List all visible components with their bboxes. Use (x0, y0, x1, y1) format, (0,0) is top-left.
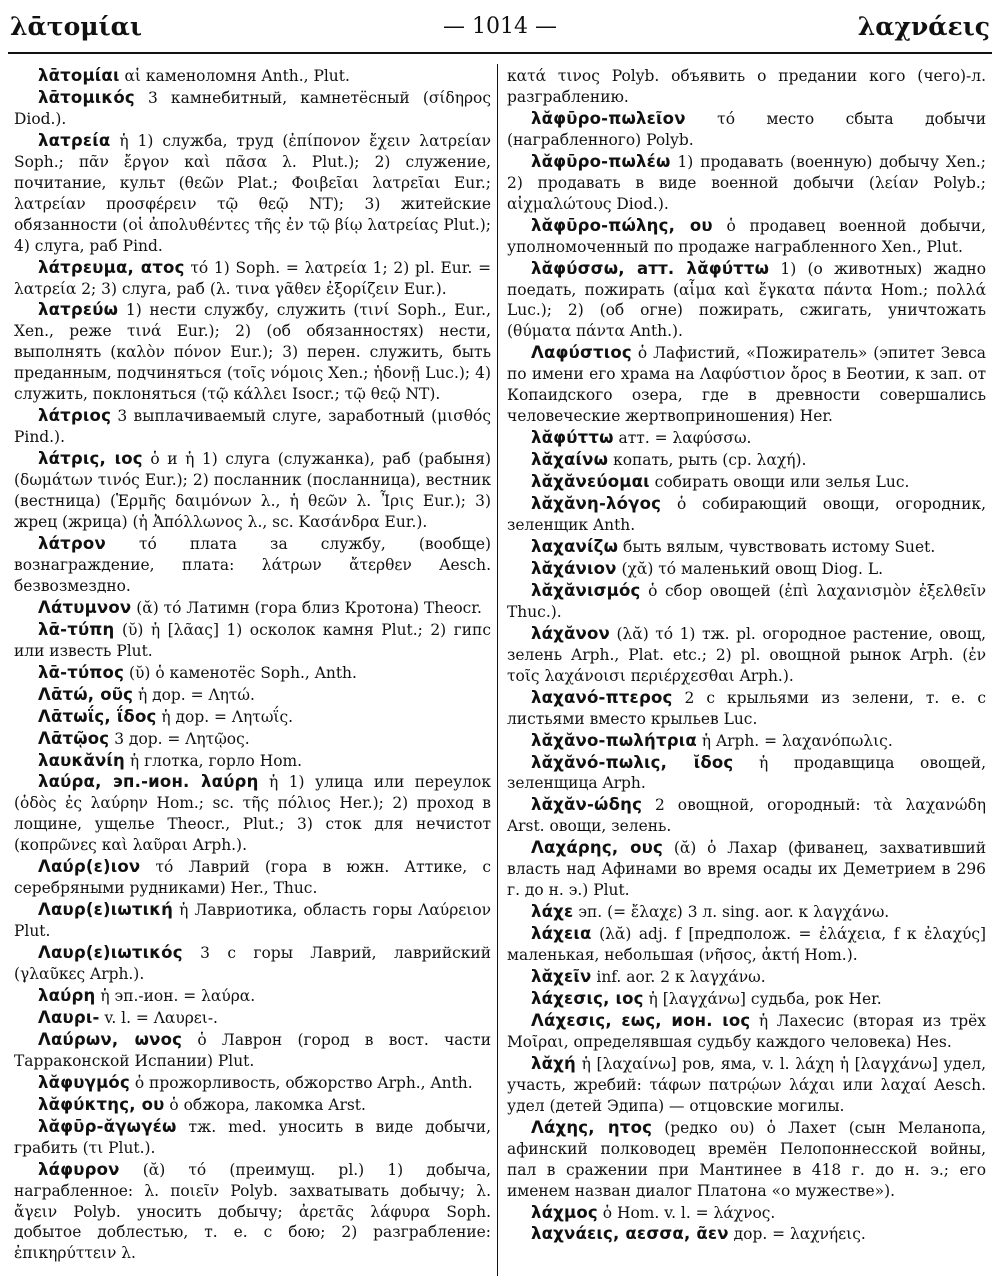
entry-definition: (ῠ) ἡ [λᾶας] 1) осколок камня Plut.; 2) гипс или известь Plut. (14, 620, 491, 660)
entry-headword: Λαύρων, ωνος (38, 1029, 183, 1049)
dictionary-entry (14, 986, 491, 1007)
dictionary-entry (14, 534, 491, 597)
dictionary-entry (14, 300, 491, 405)
entry-headword: λάχεια (531, 924, 592, 944)
dictionary-entry (14, 449, 491, 533)
entry-headword: λᾰχᾰνό-πωλις, ῐδος (531, 752, 734, 772)
entry-headword: λάτριος (38, 406, 112, 426)
entry-definition: 1) продавать (военную) добычу Xen.; 2) продавать в виде военной добычи (λείαν Polyb.; αἰχμαλώτους Diod.). (507, 152, 986, 213)
entry-headword: λᾰχαίνω (531, 450, 609, 470)
dictionary-entry (507, 66, 986, 108)
dictionary-entry (507, 624, 986, 687)
entry-headword: λᾰφῡρ-ᾰγωγέω (38, 1116, 177, 1136)
entry-definition: τό 1) Soph. = λατρεία 1; 2) pl. Eur. = λατρεία 2; 3) слуга, раб (λ. τινα γᾶθεν ἐξορίζειν Eur.). (14, 258, 492, 298)
running-header (10, 12, 990, 46)
entry-headword: λᾰφῡρο-πωλεῖον (531, 108, 686, 128)
entry-definition: ἡ Arph. = λαχανόπωλις. (696, 731, 893, 750)
dictionary-entry (14, 1117, 491, 1159)
entry-headword: Λᾱτώ, οῦς (38, 684, 134, 704)
entry-headword: λᾰχᾰνη-λόγος (531, 494, 662, 514)
entry-headword: λᾰφύττω (531, 428, 614, 448)
dictionary-entry (14, 943, 491, 985)
dictionary-entry (507, 581, 986, 623)
dictionary-entry (507, 1118, 986, 1202)
dictionary-entry (507, 1203, 986, 1224)
entry-definition: ἡ продавщица овощей, зеленщица Arph. (507, 753, 987, 793)
entry-headword: λᾱτομίαι (38, 66, 120, 85)
entry-headword: λαύρη (38, 985, 96, 1005)
dictionary-entry (507, 559, 986, 580)
entry-headword: Λάτυμνον (38, 597, 132, 617)
entry-headword: λᾰχή (531, 1053, 576, 1073)
entry-headword: λᾰφῡρο-πωλέω (531, 151, 671, 171)
entry-definition: атт. = λαφύσσω. (613, 429, 752, 448)
entry-headword: λάτρις, ιος (38, 449, 143, 469)
dictionary-entry (14, 406, 491, 448)
entry-definition: 2 овощной, огородный: τὰ λαχανώδη Arst. овощи, зелень. (507, 796, 986, 836)
entry-definition: 2 с крыльями из зелени, т. е. с листьями вместо крыльев Luc. (507, 688, 986, 728)
entry-headword: Λαυρ(ε)ιωτικός (38, 943, 183, 963)
entry-definition: ἡ 1) улица или переулок (ὁδὸς ἐς λαύρην Hom.; sc. τῆς πόλιος Her.); 2) проход в лощине, ущелье Theocr., Plut.; 3) сток для нечистот (κοπρῶνες καὶ λαῦραι Arph.). (14, 773, 491, 855)
entry-definition: ἡ глотка, горло Hom. (125, 751, 303, 770)
entry-definition: ὁ и ἡ 1) слуга (служанка), раб (рабыня) (δωμάτων τινός Eur.); 2) посланник (посланница), вестник (вестница) (Ἑρμῆς δαιμόνων λ., ἡ θεῶν λ. Ἶρις Eur.); 3) жрец (жрица) (ἡ Ἀπόλλωνος λ., sc. Κασάνδρα Eur.). (14, 450, 492, 532)
entry-definition: ὁ собирающий овощи, огородник, зеленщик Anth. (507, 495, 986, 535)
dictionary-entry (14, 598, 491, 619)
dictionary-entry (14, 1008, 491, 1029)
entry-definition: ἡ [λαχαίνω] ров, яма, v. l. λάχη ἡ [λαγχάνω] удел, участь, жребий: τάφων πατρῴων λάχαι или λαχαί Aesch. удел (детей Эдипа) — отцовские могилы. (507, 1054, 986, 1115)
dictionary-entry (507, 989, 986, 1010)
dictionary-entry (14, 729, 491, 750)
dictionary-entry (507, 472, 986, 493)
entry-definition: ἡ Лахесис (вторая из трёх Μοῖραι, определявшая судьбу каждого человека) Hes. (507, 1011, 986, 1051)
entry-headword: λαύρα, эп.-ион. λαύρη (38, 772, 259, 792)
entry-definition: τό место сбыта добычи (награбленного) Polyb. (507, 109, 986, 149)
entry-definition: (ῠ) ὁ каменотёс Soph., Anth. (124, 663, 357, 682)
entry-headword: Λᾱτῷος (38, 728, 110, 748)
entry-headword: λᾱ-τύπος (38, 662, 125, 682)
dictionary-entry (14, 900, 491, 942)
dictionary-entry (14, 258, 491, 300)
dictionary-entry (507, 152, 986, 215)
entry-headword: λᾰχᾰν-ώδης (531, 795, 643, 815)
entry-definition: αἱ каменоломня Anth., Plut. (119, 67, 350, 85)
entry-definition: ὁ прожорливость, обжорство Arph., Anth. (129, 1073, 473, 1092)
entry-headword: λατρεία (38, 130, 111, 150)
dictionary-entry (14, 1160, 491, 1265)
dictionary-entry (14, 66, 491, 87)
entry-definition: ὁ обжора, лакомка Arst. (164, 1095, 366, 1114)
entry-definition: ἡ дор. = Λητώ. (133, 685, 255, 704)
header-left-word: λᾱτομίαι (10, 12, 142, 41)
dictionary-entry (14, 707, 491, 728)
dictionary-entry (14, 620, 491, 662)
entry-headword: λάφυρον (38, 1159, 120, 1179)
left-column (14, 66, 491, 1265)
dictionary-entry (507, 450, 986, 471)
entry-definition: 1) (о животных) жадно поедать, пожирать (αἷμα καὶ ἔγκατα πάντα Hom.; πολλά Luc.); 2) (об огне) пожирать, сжигать, уничтожать (θύματα πάντα Anth.). (507, 259, 986, 341)
dictionary-entry (507, 1054, 986, 1117)
dictionary-entry (14, 751, 491, 772)
dictionary-entry (14, 1095, 491, 1116)
dictionary-entry (507, 343, 986, 427)
entry-definition: тж. med. уносить в виде добычи, грабить (τι Plut.). (14, 1117, 491, 1157)
entry-definition: ὁ Hom. v. l. = λάχνος. (597, 1203, 776, 1222)
entry-headword: λαχανίζω (531, 536, 619, 556)
entry-definition: ἡ 1) служба, труд (ἐπίπονον ἔχειν λατρείαν Soph.; πᾶν ἔργον καὶ πᾶσα λ. Plut.); 2) служение, почитание, культ (θεῶν Plat.; Φοιβεῖαι λατρεῖαι Eur.; λατρείαν προσφέρειν τῷ θεῷ NT); 3) житейские обязанности (οἱ ἀπολυθέντες τῆς ἐν τῷ βίῳ λατρείας Plut.); 4) слуга, раб Pind. (14, 131, 491, 255)
entry-headword: λάχᾰνον (531, 623, 610, 643)
dictionary-entry (507, 731, 986, 752)
dictionary-entry (507, 216, 986, 258)
entry-definition: ὁ сбор овощей (ἐπὶ λαχανισμὸν ἐξελθεῖν Thuc.). (507, 581, 986, 621)
entry-definition: (ᾰ) ὁ Лахар (фиванец, захвативший власть над Афинами во время осады их Деметрием в 296 г. до н. э.) Plut. (507, 839, 987, 900)
dictionary-entry (507, 109, 986, 151)
entry-headword: λᾰχᾰνεύομαι (531, 472, 650, 492)
dictionary-entry (14, 685, 491, 706)
entry-definition: собирать овощи или зелья Luc. (649, 473, 910, 492)
dictionary-entry (507, 494, 986, 536)
entry-headword: λάτρευμα, ατος (38, 257, 185, 277)
entry-headword: Λαυρ(ε)ιωτική (38, 900, 174, 920)
entry-headword: Λαυρι- (38, 1007, 100, 1027)
entry-headword: λάτρον (38, 533, 106, 553)
entry-headword: λάχε (531, 902, 574, 922)
entry-definition: v. l. = Λαυρει-. (99, 1008, 218, 1027)
entry-definition: τό плата за службу, (вообще) вознаграждение, плата: λάτρων ἄτερθεν Aesch. безвозмездно. (14, 534, 491, 595)
dictionary-entry (507, 838, 986, 901)
entry-definition: ἡ Лавриотика, область горы Λαύρειον Plut. (14, 901, 491, 941)
entry-headword: Λάχης, ητος (531, 1117, 653, 1137)
entry-headword: λαχνάεις, αεσσα, ᾶεν (531, 1224, 729, 1244)
entry-headword: Λαχάρης, ους (531, 838, 664, 858)
entry-definition: ὁ Лаврон (город в вост. части Тарраконской Испании) Plut. (14, 1030, 491, 1070)
dictionary-entry (507, 753, 986, 795)
page-number: — 1014 — (443, 14, 557, 39)
dictionary-entry (507, 537, 986, 558)
header-rule (8, 52, 992, 54)
entry-definition: дор. = λαχνήεις. (728, 1225, 866, 1244)
dictionary-entry (507, 1011, 986, 1053)
entry-headword: λᾰφῡρο-πώλης, ου (531, 215, 713, 235)
entry-headword: Λαφύστιος (531, 343, 632, 363)
entry-definition: ὁ Лафистий, «Пожиратель» (эпитет Зевса по имени его храма на Λαφύστιον ὄρος в Беотии, к зап. от Копаидского озера, где в древности совершались человеческие жертвоприношения) Her. (507, 344, 986, 426)
entry-definition: (ᾰ) τό Латимн (гора близ Кротона) Theocr. (131, 598, 482, 617)
header-right-word: λαχνάεις (857, 12, 990, 41)
dictionary-entry (14, 131, 491, 257)
dictionary-entry (507, 924, 986, 966)
dictionary-entry (507, 1224, 986, 1245)
entry-definition: (λᾰ) adj. f [предполож. = ἐλάχεια, f к ἐλαχύς] маленькая, небольшая (νῆσος, ἀκτή Hom.). (507, 925, 986, 965)
dictionary-entry (507, 902, 986, 923)
entry-headword: λάχεσις, ιος (531, 988, 644, 1008)
entry-definition: эп. (= ἔλαχε) 3 л. sing. aor. к λαγχάνω. (573, 903, 890, 922)
dictionary-entry (14, 88, 491, 130)
entry-definition: κατά τινος Polyb. объявить о предании кого (чего)-л. разграблению. (507, 67, 986, 106)
entry-definition: 1) нести службу, служить (τινί Soph., Eur., Xen., реже τινά Eur.); 2) (об обязанностях) нести, выполнять (καλὸν πόνον Eur.); 3) перен. служить, быть преданным, подчиняться (τοῖς νόμοις Xen.; ἡδονῇ Luc.); 4) служить, поклоняться (τῷ κάλλει Isocr.; τῷ θεῷ NT). (14, 301, 491, 404)
entry-headword: λᾰφύσσω, атт. λᾰφύττω (531, 258, 770, 278)
entry-definition: 3 с горы Лаврий, лаврийский (γλαῦκες Arph.). (14, 944, 491, 984)
entry-definition: 3 выплачиваемый слуге, заработный (μισθός Pind.). (14, 407, 491, 447)
dictionary-entry (507, 967, 986, 988)
dictionary-entry (14, 857, 491, 899)
column-divider (497, 64, 498, 1276)
entry-headword: λαυκᾰνίη (38, 750, 125, 770)
entry-headword: λᾱτομικός (38, 87, 135, 107)
entry-headword: λάχμος (531, 1202, 598, 1222)
entry-headword: λᾰχεῖν (531, 967, 592, 987)
right-column (507, 66, 986, 1246)
dictionary-entry (507, 259, 986, 343)
entry-definition: ἡ дор. = Λητωΐς. (156, 707, 294, 726)
dictionary-entry (14, 663, 491, 684)
entry-headword: Λαύρ(ε)ιον (38, 857, 141, 877)
entry-definition: (ᾰ) τό (преимущ. pl.) 1) добыча, награбленное: λ. ποιεῖν Polyb. захватывать добычу; λ. ἄγειν Polyb. уносить добычу; ἀρετᾶς λάφυρα Soph. добытое доблестью, т. е. с бою; 2) разграбление: ἐπικηρύττειν λ. (14, 1160, 491, 1263)
dictionary-entry (14, 1073, 491, 1094)
dictionary-entry (507, 688, 986, 730)
entry-definition: ὁ продавец военной добычи, уполномоченный по продаже награбленного Xen., Plut. (507, 216, 986, 256)
entry-definition: (χᾰ) τό маленький овощ Diog. L. (616, 559, 883, 578)
entry-headword: λᾱ-τύπη (38, 619, 115, 639)
entry-headword: λατρεύω (38, 300, 119, 320)
entry-definition: ἡ [λαγχάνω] судьба, рок Her. (643, 989, 882, 1008)
entry-headword: λᾰφυγμός (38, 1072, 130, 1092)
entry-definition: копать, рыть (ср. λαχή). (608, 451, 807, 470)
dictionary-entry (14, 1030, 491, 1072)
entry-headword: Λάχεσις, εως, ион. ιος (531, 1010, 751, 1030)
entry-definition: (редко ου) ὁ Лахет (сын Меланопа, афинский полководец времён Пелопоннесской войны, пал в сражении при Мантинее в 418 г. до н. э.; его именем назван диалог Платона «о мужестве»). (507, 1118, 986, 1200)
entry-definition: inf. aor. 2 к λαγχάνω. (591, 968, 766, 987)
entry-definition: τό Лаврий (гора в южн. Аттике, с серебряными рудниками) Her., Thuc. (14, 858, 491, 898)
entry-headword: λᾰχᾰνο-πωλήτρια (531, 730, 697, 750)
entry-definition: ἡ эп.-ион. = λαύρα. (95, 986, 256, 1005)
entry-headword: Λᾱτωΐς, ΐδος (38, 706, 157, 726)
entry-definition: быть вялым, чувствовать истому Suet. (618, 537, 936, 556)
dictionary-entry (14, 772, 491, 856)
entry-definition: (λᾰ) τό 1) тж. pl. огородное растение, овощ, зелень Arph., Plat. etc.; 2) pl. овощной рынок Arph. (ἐν τοῖς λαχάνοισι περιέρχεσθαι Arph.). (507, 624, 986, 685)
dictionary-entry (507, 428, 986, 449)
entry-definition: 3 камнебитный, камнетёсный (σίδηρος Diod.). (14, 88, 491, 128)
entry-headword: λᾰχᾰνισμός (531, 580, 641, 600)
entry-headword: λᾰφύκτης, ου (38, 1094, 165, 1114)
dictionary-entry (507, 795, 986, 837)
entry-headword: λᾰχάνιον (531, 558, 617, 578)
entry-headword: λαχανό-πτερος (531, 687, 673, 707)
entry-definition: 3 дор. = Λητῷος. (109, 729, 250, 748)
